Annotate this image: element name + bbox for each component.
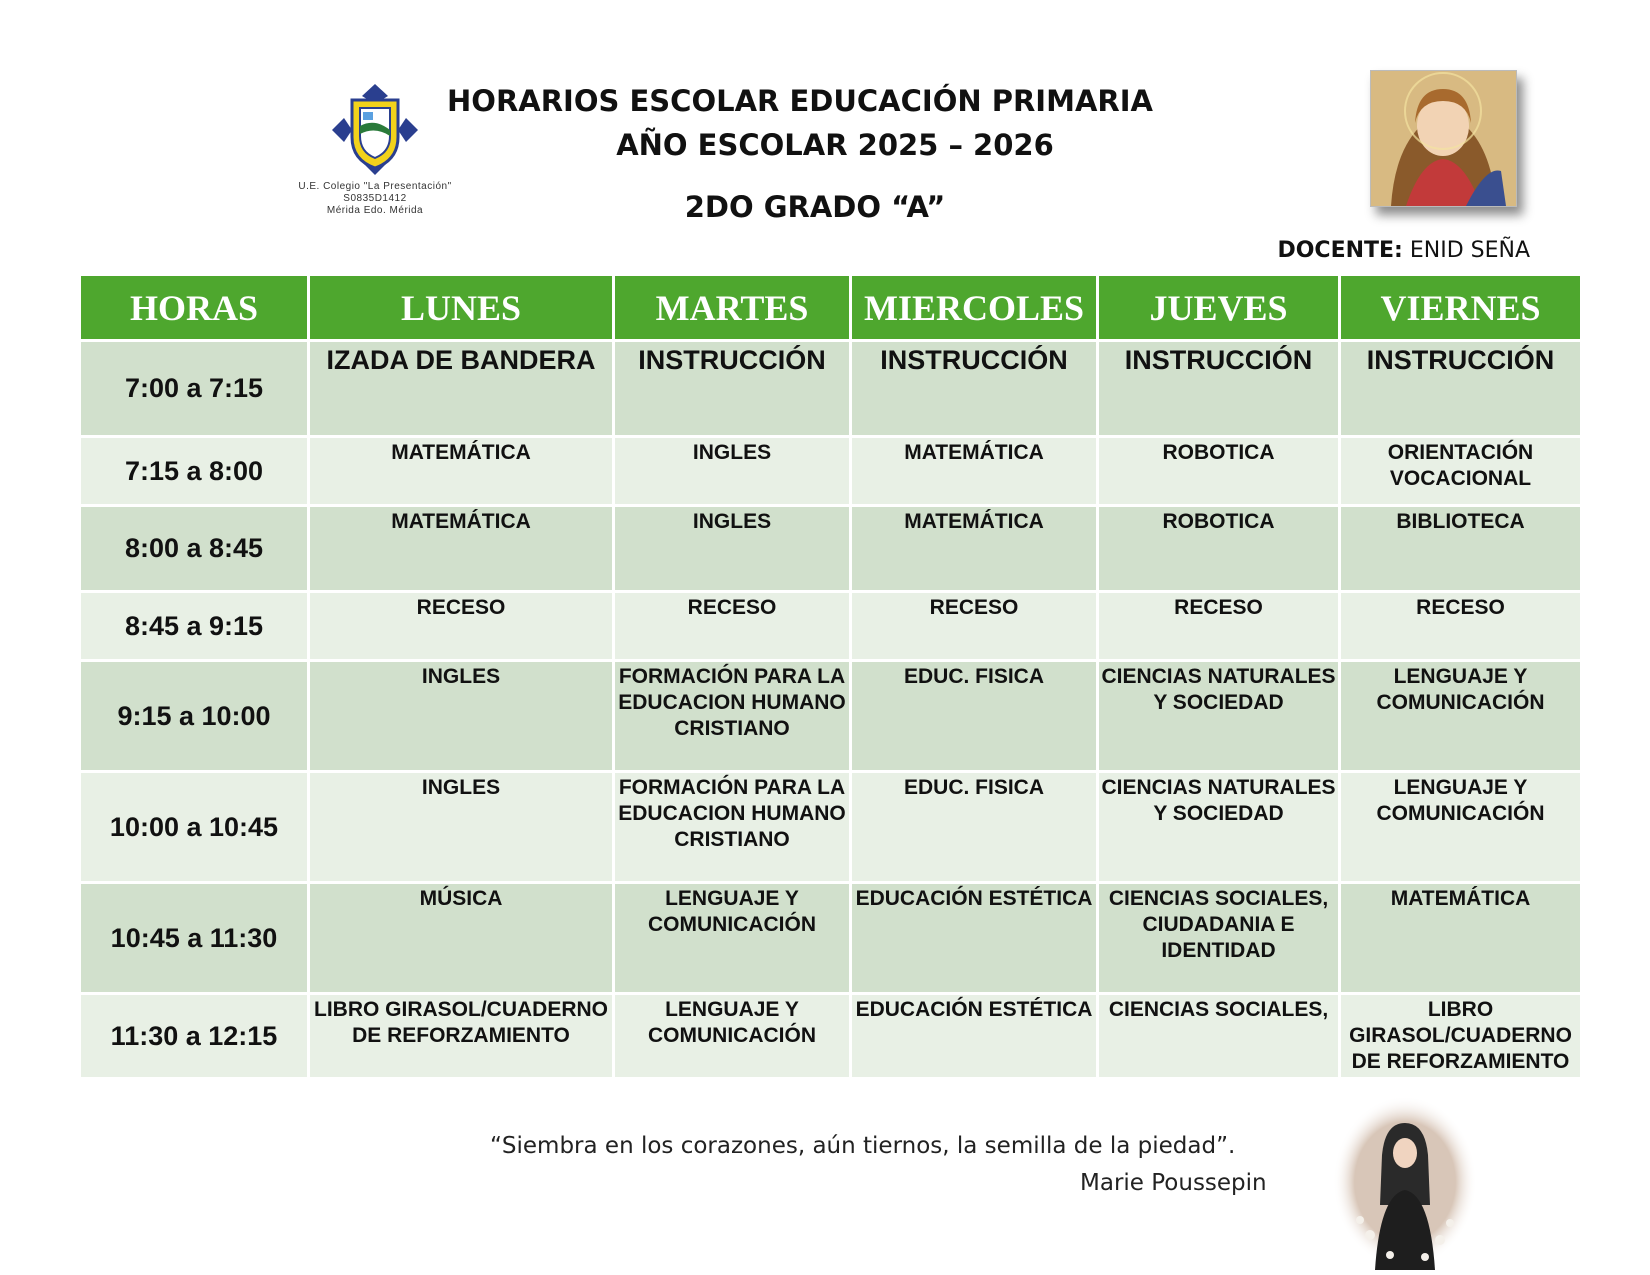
schedule-cell: INSTRUCCIÓN [614,341,851,437]
schedule-cell: EDUCACIÓN ESTÉTICA [851,994,1098,1079]
schedule-cell: RECESO [309,592,614,661]
saint-portrait-image [1330,1095,1480,1270]
schedule-cell: CIENCIAS NATURALES Y SOCIEDAD [1098,772,1340,883]
schedule-cell: RECESO [1098,592,1340,661]
schedule-cell: CIENCIAS SOCIALES, [1098,994,1340,1079]
table-row [80,772,1582,883]
teacher-name: ENID SEÑA [1409,238,1530,263]
quote-author: Marie Poussepin [1080,1170,1267,1196]
schedule-cell: RECESO [851,592,1098,661]
table-row [80,883,1582,994]
school-year: AÑO ESCOLAR 2025 – 2026 [616,128,1054,162]
schedule-cell: RECESO [1340,592,1582,661]
schedule-cell: FORMACIÓN PARA LA EDUCACION HUMANO CRISTIANO [614,661,851,772]
school-location: Mérida Edo. Mérida [326,205,424,216]
schedule-table [78,273,1583,1080]
schedule-cell: MATEMÁTICA [309,437,614,506]
table-row [80,341,1582,437]
schedule-cell: CIENCIAS NATURALES Y SOCIEDAD [1098,661,1340,772]
schedule-cell: CIENCIAS SOCIALES, CIUDADANIA E IDENTIDAD [1098,883,1340,994]
teacher-label: DOCENTE: [1277,238,1403,263]
schedule-cell: LIBRO GIRASOL/CUADERNO DE REFORZAMIENTO [1340,994,1582,1079]
hour-cell: 10:45 a 11:30 [80,883,309,994]
virgin-portrait-image [1370,70,1517,207]
schedule-cell: MATEMÁTICA [309,506,614,592]
schedule-cell: INGLES [614,506,851,592]
table-row [80,661,1582,772]
table-row [80,994,1582,1079]
column-header-martes: MARTES [614,275,851,341]
teacher-info [1200,238,1530,263]
column-header-viernes: VIERNES [1340,275,1582,341]
schedule-cell: INSTRUCCIÓN [1340,341,1582,437]
page-title: HORARIOS ESCOLAR EDUCACIÓN PRIMARIA [447,84,1153,118]
schedule-cell: MATEMÁTICA [851,437,1098,506]
schedule-cell: LENGUAJE Y COMUNICACIÓN [614,994,851,1079]
schedule-cell: INGLES [614,437,851,506]
hour-cell: 8:45 a 9:15 [80,592,309,661]
schedule-cell: INSTRUCCIÓN [851,341,1098,437]
schedule-cell: LENGUAJE Y COMUNICACIÓN [1340,661,1582,772]
schedule-cell: LIBRO GIRASOL/CUADERNO DE REFORZAMIENTO [309,994,614,1079]
table-header-row [80,275,1582,341]
school-code: S0835D1412 [343,193,407,204]
schedule-cell: IZADA DE BANDERA [309,341,614,437]
school-crest-icon [330,82,420,177]
schedule-cell: ORIENTACIÓN VOCACIONAL [1340,437,1582,506]
school-name: U.E. Colegio "La Presentación" [298,181,452,192]
hour-cell: 9:15 a 10:00 [80,661,309,772]
schedule-cell: INGLES [309,772,614,883]
schedule-cell: EDUC. FISICA [851,772,1098,883]
schedule-cell: EDUC. FISICA [851,661,1098,772]
schedule-cell: ROBOTICA [1098,437,1340,506]
schedule-cell: LENGUAJE Y COMUNICACIÓN [614,883,851,994]
schedule-cell: MATEMÁTICA [1340,883,1582,994]
grade-title: 2DO GRADO “A” [684,190,946,224]
table-row [80,437,1582,506]
hour-cell: 10:00 a 10:45 [80,772,309,883]
hour-cell: 7:15 a 8:00 [80,437,309,506]
schedule-cell: ROBOTICA [1098,506,1340,592]
table-row [80,506,1582,592]
schedule-cell: LENGUAJE Y COMUNICACIÓN [1340,772,1582,883]
column-header-jueves: JUEVES [1098,275,1340,341]
schedule-cell: FORMACIÓN PARA LA EDUCACION HUMANO CRISTIANO [614,772,851,883]
hour-cell: 7:00 a 7:15 [80,341,309,437]
hour-cell: 8:00 a 8:45 [80,506,309,592]
column-header-lunes: LUNES [309,275,614,341]
schedule-cell: EDUCACIÓN ESTÉTICA [851,883,1098,994]
schedule-cell: BIBLIOTECA [1340,506,1582,592]
schedule-cell: MÚSICA [309,883,614,994]
schedule-cell: RECESO [614,592,851,661]
schedule-cell: INGLES [309,661,614,772]
hour-cell: 11:30 a 12:15 [80,994,309,1079]
schedule-cell: INSTRUCCIÓN [1098,341,1340,437]
table-row [80,592,1582,661]
column-header-horas: HORAS [80,275,309,341]
schedule-cell: MATEMÁTICA [851,506,1098,592]
column-header-miercoles: MIERCOLES [851,275,1098,341]
quote-text: “Siembra en los corazones, aún tiernos, la semilla de la piedad”. [490,1133,1236,1159]
